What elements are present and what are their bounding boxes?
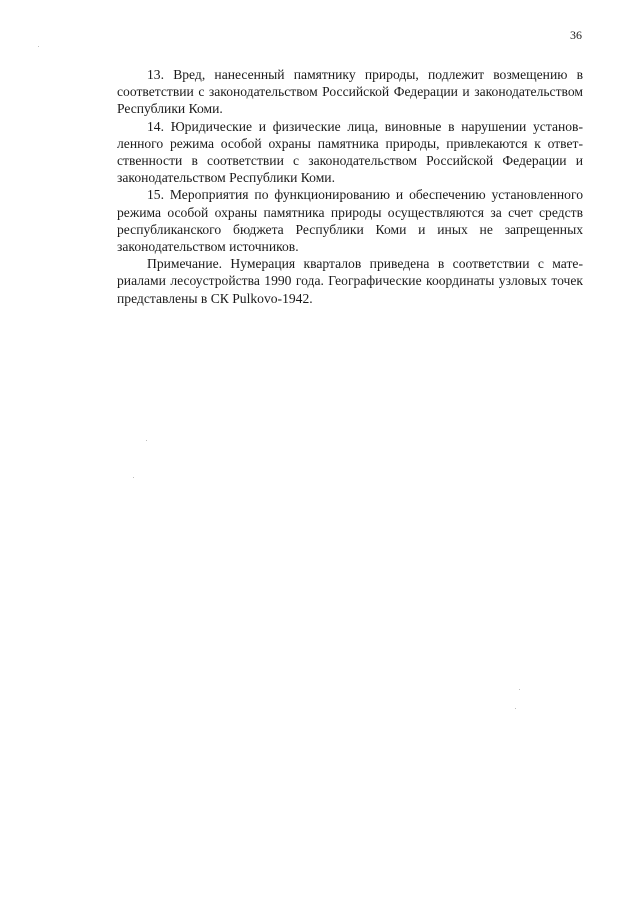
- page-number: 36: [570, 28, 582, 42]
- scan-speck: [133, 477, 134, 478]
- note-paragraph: Примечание. Нумерация кварталов приведена в соответствии с материалами лесоустройства 1990 года. Географические координаты узловых точек представлены в СК Pulkovo-1942.: [117, 256, 583, 306]
- paragraph-15-funding: 15. Мероприятия по функционированию и обеспечению установленного режима особой охраны памятника природы осуществляются за счет средств республиканского бюджета Республики Коми и иных не запрещенных законодательством источников.: [117, 187, 583, 255]
- paragraph-13-damage-compensation: 13. Вред, нанесенный памятнику природы, подлежит возмещению в соответствии с законодательством Российской Федерации и законодательством Республики Коми.: [117, 67, 583, 117]
- document-body: [117, 66, 583, 307]
- scan-speck: [38, 46, 39, 47]
- scan-speck: [515, 708, 516, 709]
- paragraph-14-liability: 14. Юридические и физические лица, виновные в нарушении установленного режима особой охраны памятника природы, привлекаются к ответственности в соответствии с законодательством Российской Федерации и законодательством Республики Коми.: [117, 118, 583, 186]
- scan-speck: [146, 440, 147, 441]
- scan-speck: [519, 689, 520, 690]
